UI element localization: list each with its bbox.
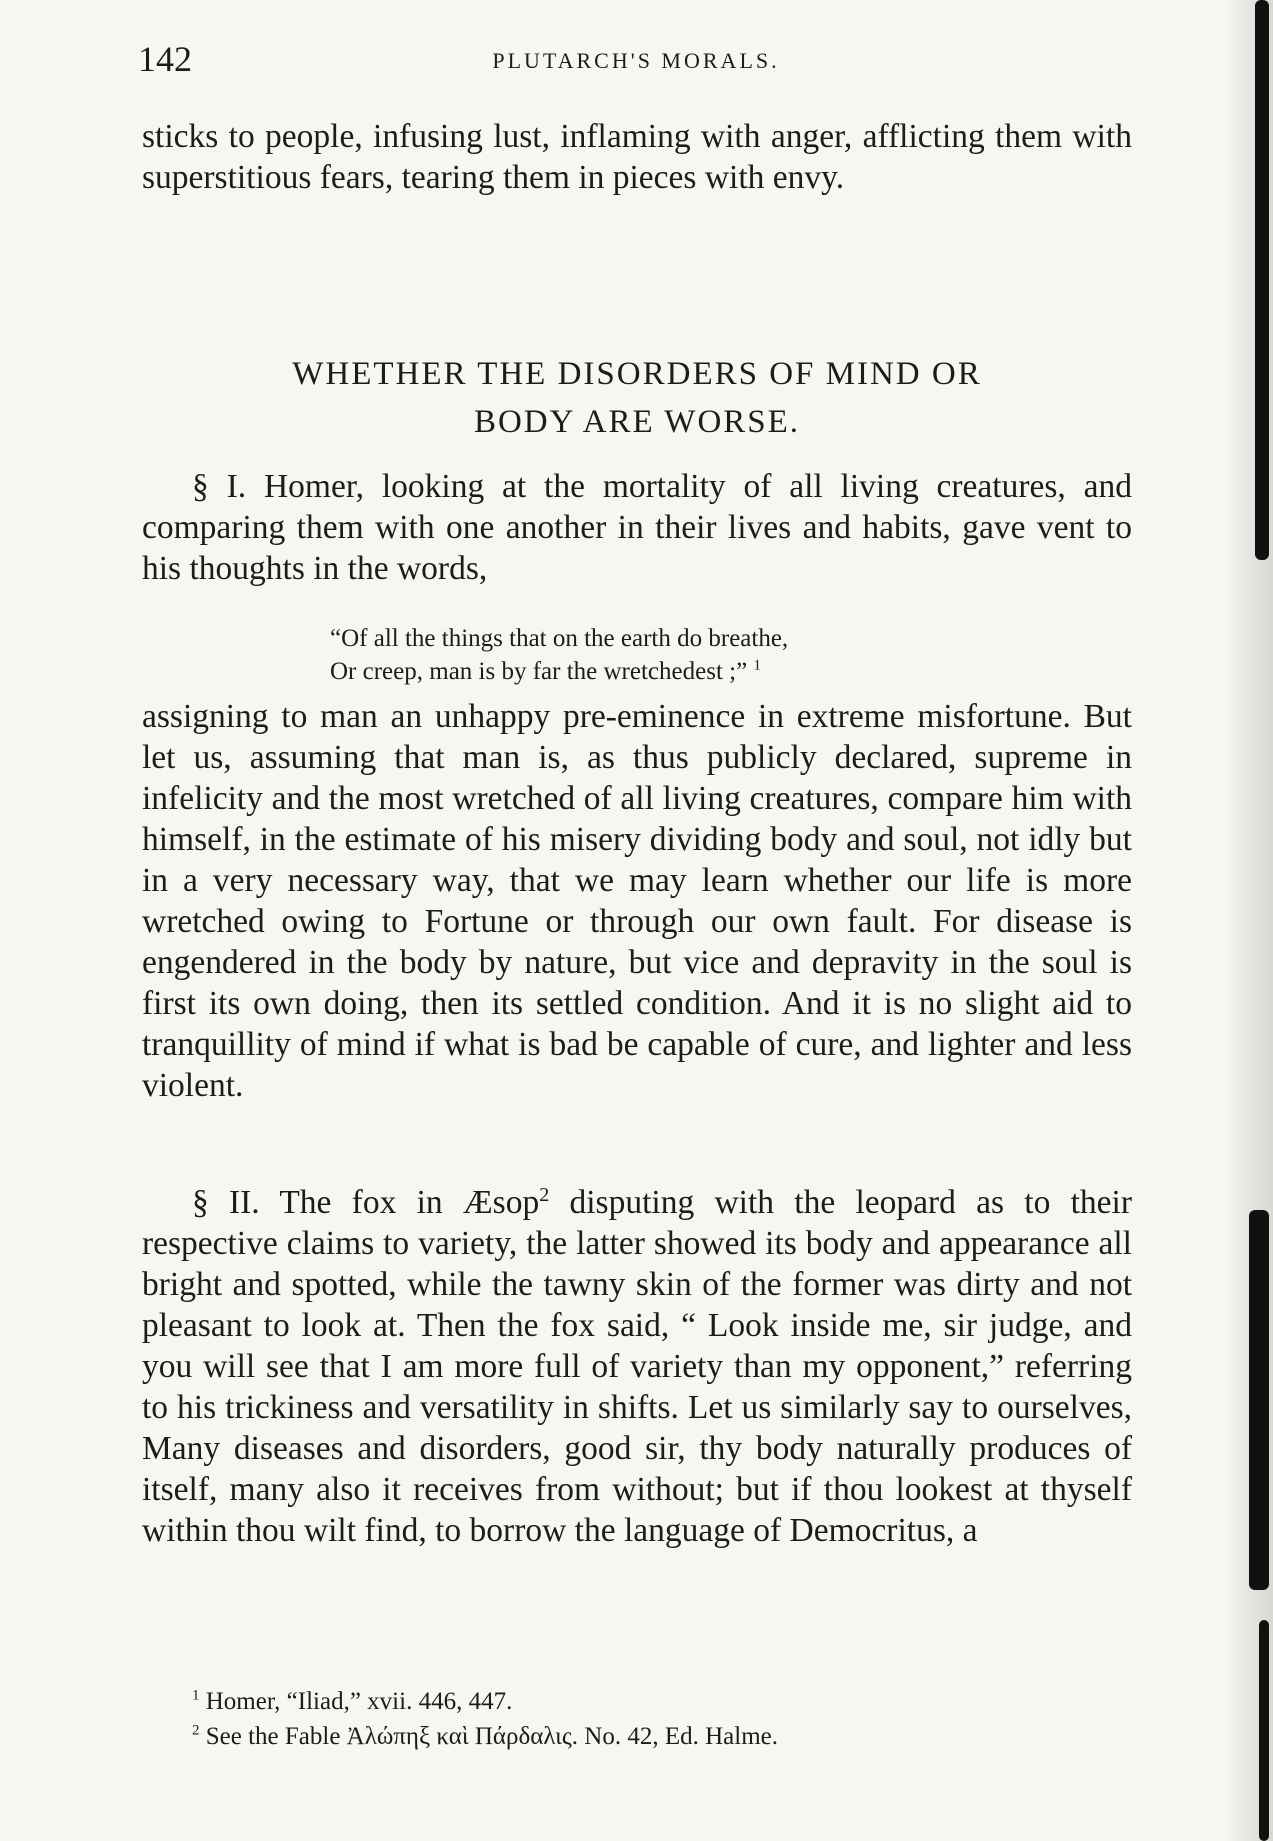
paragraph: assigning to man an unhappy pre-eminence in extreme misfortune. But let us, assuming that man is, as thus publicly declared, supreme in infelicity and the most wretched of all living creatures, compare him with himself, in the estimate of his misery dividing body and soul, not idly but in a very necessary way, that we may learn whether our life is more wretched owing to Fortune or through our own fault. For disease is engendered in the body by nature, but vice and depravity in the soul is first its own doing, then its settled condition. And it is no slight aid to tranquillity of mind if what is bad be capable of cure, and lighter and less violent. bbox=[142, 698, 1132, 1104]
page-edge-mark bbox=[1249, 1210, 1269, 1590]
page-edge-mark bbox=[1259, 1620, 1269, 1841]
footnote-number: 2 bbox=[192, 1722, 200, 1739]
footnote-marker: 2 bbox=[539, 1183, 550, 1206]
footnote-number: 1 bbox=[192, 1687, 200, 1704]
section-heading bbox=[142, 350, 1132, 446]
verse-quote bbox=[330, 622, 1030, 688]
footnotes bbox=[192, 1684, 1092, 1754]
paragraph-text: § II. The fox in Æsop bbox=[192, 1184, 540, 1221]
verse-line-wrap bbox=[330, 655, 1030, 688]
verse-line: Or creep, man is by far the wretchedest ;” bbox=[330, 658, 748, 685]
paragraph: § I. Homer, looking at the mortality of all living creatures, and comparing them with one another in their lives and habits, gave vent to his thoughts in the words, bbox=[142, 468, 1132, 587]
page-number: 142 bbox=[138, 39, 192, 79]
heading-line: WHETHER THE DISORDERS OF MIND OR bbox=[292, 356, 982, 392]
running-title: PLUTARCH'S MORALS. bbox=[492, 48, 780, 73]
footnote-text: Homer, “Iliad,” xvii. 446, 447. bbox=[199, 1688, 513, 1715]
footnote-marker: 1 bbox=[753, 657, 761, 674]
paragraph bbox=[142, 1182, 1132, 1551]
footnote bbox=[192, 1719, 1092, 1754]
heading-line: BODY ARE WORSE. bbox=[473, 404, 801, 440]
footnote bbox=[192, 1684, 1092, 1719]
page-edge-mark bbox=[1255, 0, 1269, 560]
verse-line: “Of all the things that on the earth do breathe, bbox=[330, 625, 789, 652]
footnote-text: See the Fable Ἀλώπηξ καὶ Πάρδαλις. No. 42, Ed. Halme. bbox=[199, 1723, 779, 1750]
continuation-paragraph: sticks to people, infusing lust, inflaming with anger, afflicting them with superstitious fears, tearing them in pieces with envy. bbox=[142, 118, 1132, 196]
paragraph-text: disputing with the leopard as to their respective claims to variety, the latter showed its body and appearance all bright and spotted, while the tawny skin of the former was dirty and not pleasant to look at. Then the fox said, “ Look inside me, sir judge, and you will see that I am more full of variety than my opponent,” referring to his trickiness and versatility in shifts. Let us similarly say to ourselves, Many diseases and disorders, good sir, thy body naturally produces of itself, many also it receives from without; but if thou lookest at thyself within thou wilt find, to borrow the language of Democritus, a bbox=[142, 1184, 1132, 1549]
page-header bbox=[138, 38, 1134, 82]
